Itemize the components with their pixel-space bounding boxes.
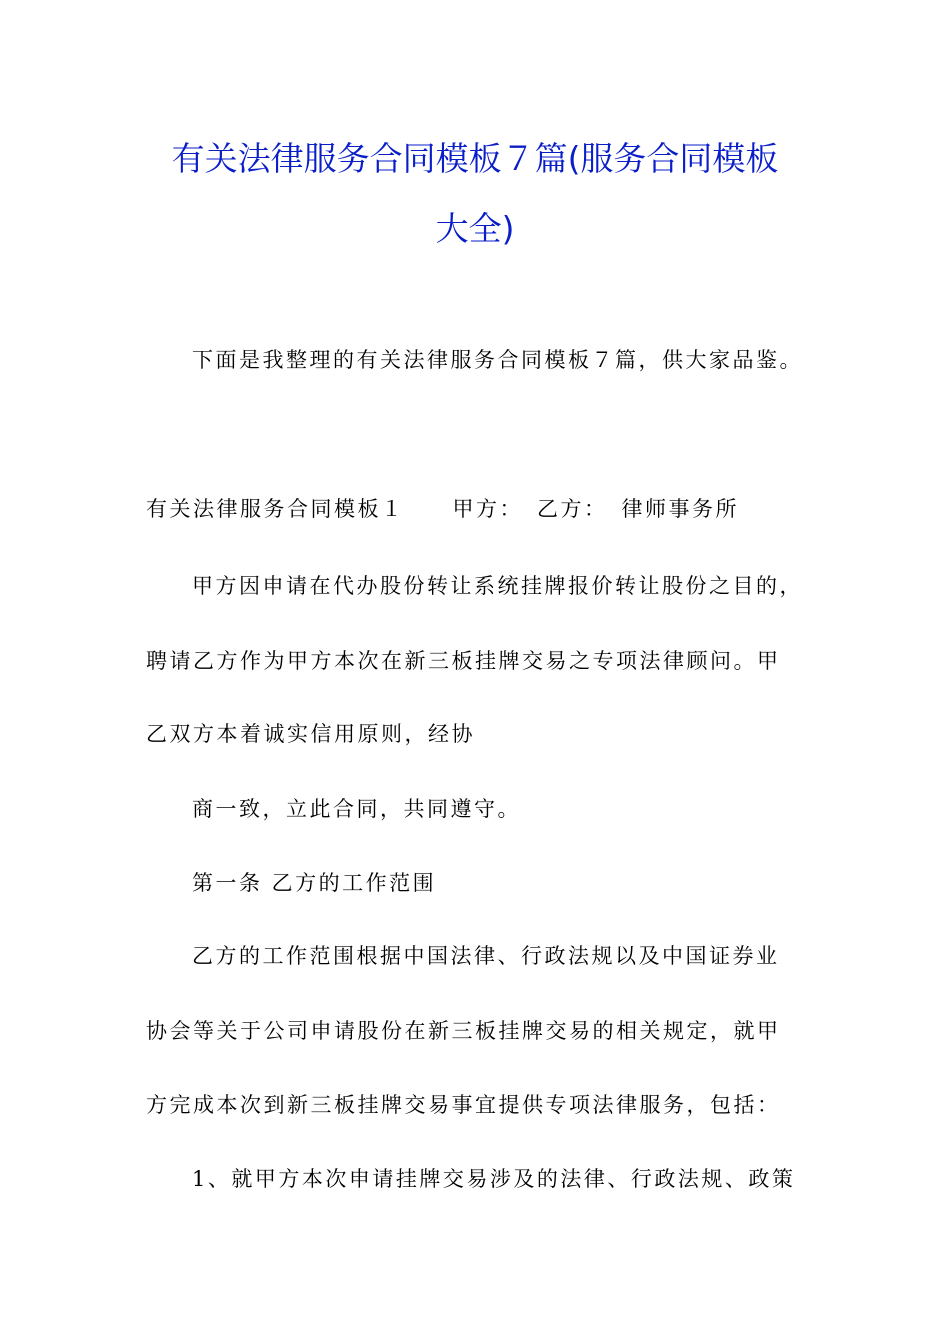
- article-heading: 第一条 乙方的工作范围: [192, 871, 437, 895]
- law-firm-label: 律师事务所: [621, 497, 739, 521]
- party-b-label: 乙方：: [537, 497, 608, 521]
- intro-paragraph: 下面是我整理的有关法律服务合同模板７篇，供大家品鉴。: [192, 348, 803, 372]
- section-heading: 有关法律服务合同模板１: [146, 497, 405, 521]
- paragraph-line: 方完成本次到新三板挂牌交易事宜提供专项法律服务，包括：: [146, 1093, 781, 1117]
- paragraph-line: 甲方因申请在代办股份转让系统挂牌报价转让股份之目的，: [192, 574, 803, 598]
- document-title-line-2: 大全): [435, 209, 515, 248]
- paragraph-line: 聘请乙方作为甲方本次在新三板挂牌交易之专项法律顾问。甲: [146, 649, 781, 673]
- document-title-line-1: 有关法律服务合同模板７篇(服务合同模板: [171, 139, 779, 178]
- list-item: 1、就甲方本次申请挂牌交易涉及的法律、行政法规、政策: [192, 1167, 796, 1191]
- paragraph-line: 商一致，立此合同，共同遵守。: [192, 797, 521, 821]
- party-a-label: 甲方：: [452, 497, 523, 521]
- section-heading-line: [146, 494, 739, 524]
- paragraph-line: 乙双方本着诚实信用原则，经协: [146, 722, 475, 746]
- paragraph-line: 乙方的工作范围根据中国法律、行政法规以及中国证券业: [192, 944, 780, 968]
- paragraph-line: 协会等关于公司申请股份在新三板挂牌交易的相关规定，就甲: [146, 1019, 781, 1043]
